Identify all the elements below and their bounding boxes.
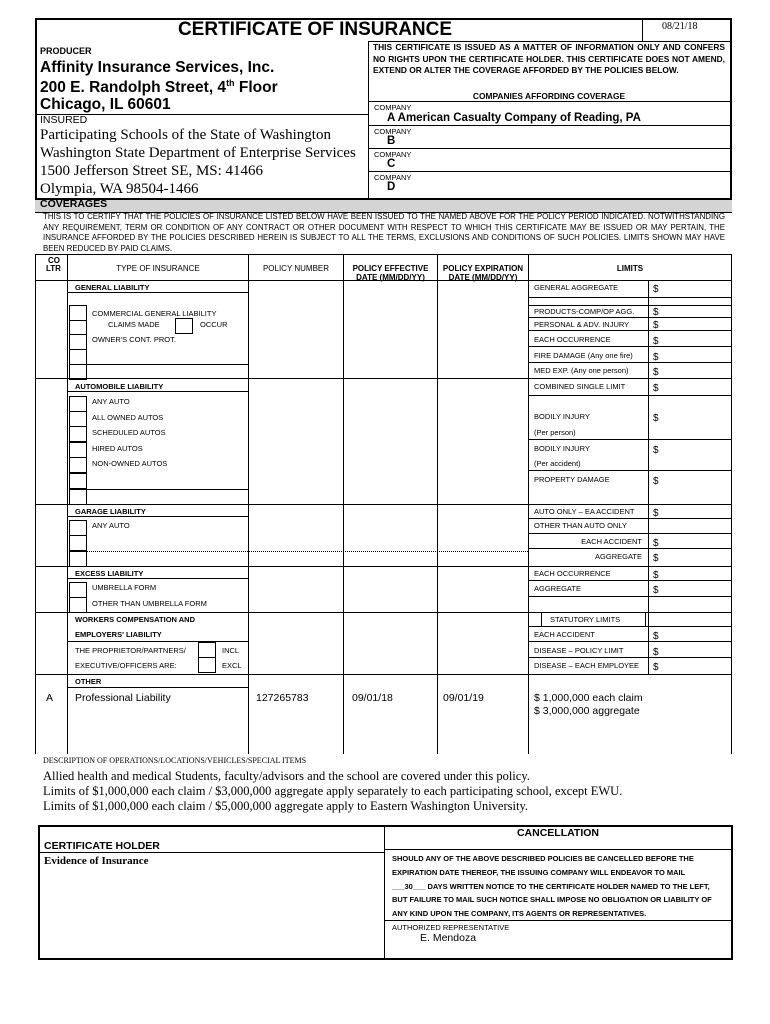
auto-any-label: ANY AUTO	[92, 397, 130, 406]
wc-dollar-2: $	[653, 647, 659, 658]
cancellation-line-2: EXPIRATION DATE THEREOF, THE ISSUING COMPANY WILL ENDEAVOR TO MAIL	[392, 868, 686, 877]
table-top-line	[35, 254, 732, 255]
auto-hired-checkbox[interactable]	[69, 442, 87, 458]
cancellation-heading: CANCELLATION	[516, 827, 600, 839]
general-liability-label: GENERAL LIABILITY	[75, 283, 150, 292]
auto-dollar-4: $	[653, 476, 659, 487]
other-label: OTHER	[75, 677, 102, 686]
bottom-box-right	[731, 825, 733, 960]
certificate-title: CERTIFICATE OF INSURANCE	[177, 19, 453, 40]
company-b-label: COMPANY	[374, 127, 412, 136]
auto-all-owned-checkbox[interactable]	[69, 411, 87, 427]
gl-claims-made-label: CLAIMS MADE	[108, 320, 160, 329]
garage-limit-each-accident: EACH ACCIDENT	[581, 537, 642, 546]
gl-limit-line-6	[528, 362, 731, 363]
wc-limit-disease-policy: DISEASE – POLICY LIMIT	[534, 646, 624, 655]
garage-blank-checkbox-2[interactable]	[69, 551, 87, 567]
excess-limit-each-occurrence: EACH OCCURRENCE	[534, 569, 611, 578]
auto-non-owned-label: NON-OWNED AUTOS	[92, 459, 168, 468]
producer-company-divider	[368, 41, 369, 201]
auto-limit-per-accident: (Per accident)	[534, 459, 581, 468]
coverages-band	[35, 198, 732, 213]
other-co-ltr: A	[46, 692, 54, 704]
coverages-statement: THIS IS TO CERTIFY THAT THE POLICIES OF INSURANCE LISTED BELOW HAVE BEEN ISSUED TO THE NAMED ABOVE FOR THE POLICY PERIOD INDICATED. NOTWITHSTANDING ANY REQUIREMENT, TERM OR CONDITION OF ANY CONTRACT OR OTHER DOCUMENT WITH RESPECT TO WHICH THIS CERTIFICATE MAY BE ISSUED OR MAY PERTAIN, THE INSURANCE AFFORDED BY THE POLICIES DESCRIBED HEREIN IS SUBJECT TO ALL THE TERMS, EXCLUSIONS AND CONDITIONS OF SUCH POLICIES. LIMITS SHOWN MAY HAVE BEEN REDUCED BY PAID CLAIMS.	[43, 212, 725, 253]
wc-excl-checkbox[interactable]	[198, 657, 216, 673]
gl-dollar-2: $	[653, 307, 659, 318]
gl-commercial-label: COMMERCIAL GENERAL LIABILITY	[92, 309, 217, 318]
authorized-representative-label: AUTHORIZED REPRESENTATIVE	[392, 923, 510, 932]
description-line-1: Allied health and medical Students, faculty/advisors and the school are covered under this policy.	[43, 769, 530, 783]
insured-line-3: 1500 Jefferson Street SE, MS: 41466	[40, 163, 264, 179]
cancellation-bottom-line	[384, 920, 731, 921]
excess-section-bottom-line	[35, 612, 732, 613]
table-header-bottom-line	[35, 280, 732, 281]
header-limits: LIMITS	[616, 264, 644, 273]
cancellation-heading-line	[384, 849, 731, 850]
insured-label: INSURED	[40, 114, 88, 126]
auto-all-owned-label: ALL OWNED AUTOS	[92, 413, 164, 422]
excess-dollar-2: $	[653, 585, 659, 596]
description-line-2: Limits of $1,000,000 each claim / $3,000,000 aggregate apply separately to each participating school, except EWU.	[43, 784, 623, 798]
auto-limit-line-2	[528, 439, 731, 440]
auto-dollar-2: $	[653, 413, 659, 424]
excess-limit-line-2	[528, 596, 731, 597]
gl-limit-line-2	[528, 305, 731, 306]
cancellation-line-5: ANY KIND UPON THE COMPANY, ITS AGENTS OR REPRESENTATIVES.	[392, 909, 647, 918]
gl-limit-med-exp: MED EXP. (Any one person)	[534, 366, 629, 375]
gl-blank-line	[69, 364, 248, 365]
garage-label-line	[67, 516, 248, 517]
garage-blank-checkbox-1[interactable]	[69, 535, 87, 551]
header-policy-number: POLICY NUMBER	[262, 264, 330, 273]
garage-any-auto-checkbox[interactable]	[69, 520, 87, 536]
holder-label-line	[40, 852, 384, 853]
auto-limit-per-person: (Per person)	[534, 428, 576, 437]
company-b-line	[368, 148, 730, 149]
garage-limit-line-1	[528, 518, 731, 519]
auto-liability-label: AUTOMOBILE LIABILITY	[75, 382, 164, 391]
producer-name: Affinity Insurance Services, Inc.	[40, 59, 275, 76]
excess-other-checkbox[interactable]	[69, 597, 87, 613]
wc-dollar-1: $	[653, 631, 659, 642]
excess-limit-line-1	[528, 580, 731, 581]
holder-cancellation-divider	[384, 825, 385, 958]
auto-blank-checkbox-2[interactable]	[69, 489, 87, 505]
garage-dollar-1: $	[653, 508, 659, 519]
wc-limit-line-3	[528, 657, 731, 658]
company-d-name: D	[387, 181, 396, 193]
producer-street-sup: th	[226, 78, 235, 88]
garage-limit-auto-only: AUTO ONLY – EA ACCIDENT	[534, 507, 635, 516]
right-border-top	[730, 18, 732, 201]
excess-umbrella-label: UMBRELLA FORM	[92, 583, 157, 592]
wc-label-line	[67, 641, 248, 642]
cancellation-line-3: ___30___ DAYS WRITTEN NOTICE TO THE CERTIFICATE HOLDER NAMED TO THE LEFT,	[392, 882, 710, 891]
garage-dotted-line	[69, 551, 528, 552]
auto-limit-bodily-1: BODILY INJURY	[534, 412, 590, 421]
company-b-name: B	[387, 135, 396, 147]
gl-dollar-4: $	[653, 336, 659, 347]
excess-liability-label: EXCESS LIABILITY	[75, 569, 144, 578]
garage-dollar-3: $	[653, 553, 659, 564]
gl-owners-checkbox[interactable]	[69, 334, 87, 350]
gl-limit-personal: PERSONAL & ADV. INJURY	[534, 320, 630, 329]
auto-blank-line	[69, 489, 248, 490]
gl-blank-checkbox-1[interactable]	[69, 349, 87, 365]
left-border-top	[35, 18, 37, 201]
companies-heading-line	[368, 101, 730, 102]
excess-other-label: OTHER THAN UMBRELLA FORM	[92, 599, 207, 608]
certificate-date: 08/21/18	[662, 21, 698, 32]
company-a-label: COMPANY	[374, 103, 412, 112]
header-co: CO	[48, 256, 60, 265]
gl-limit-general-aggregate: GENERAL AGGREGATE	[534, 283, 619, 292]
wc-limit-line-2	[528, 641, 731, 642]
wc-incl-checkbox[interactable]	[198, 642, 216, 658]
auto-scheduled-label: SCHEDULED AUTOS	[92, 428, 166, 437]
gl-dollar-5: $	[653, 352, 659, 363]
auto-section-bottom-line	[35, 504, 732, 505]
date-divider	[642, 19, 643, 41]
other-effective-date: 09/01/18	[352, 692, 393, 704]
gl-limit-line-5	[528, 346, 731, 347]
gl-commercial-checkbox[interactable]	[69, 305, 87, 321]
gl-limit-fire-damage: FIRE DAMAGE (Any one fire)	[534, 351, 633, 360]
header-ltr: LTR	[46, 264, 61, 273]
wc-statutory-tick-1	[541, 613, 542, 626]
auto-limit-line-1	[528, 395, 731, 396]
auto-non-owned-checkbox[interactable]	[69, 457, 87, 473]
excess-limit-aggregate: AGGREGATE	[534, 584, 581, 593]
authorized-representative-name: E. Mendoza	[420, 932, 477, 944]
cancellation-line-4: BUT FAILURE TO MAIL SUCH NOTICE SHALL IMPOSE NO OBLIGATION OR LIABILITY OF	[392, 895, 712, 904]
certificate-notice: THIS CERTIFICATE IS ISSUED AS A MATTER OF INFORMATION ONLY AND CONFERS NO RIGHTS UPON THE CERTIFICATE HOLDER. THIS CERTIFICATE DOES NOT AMEND, EXTEND OR ALTER THE COVERAGE AFFORDED BY THE POLICIES BELOW.	[373, 42, 725, 75]
wc-limit-each-accident: EACH ACCIDENT	[534, 630, 595, 639]
gl-limit-products: PRODUCTS-COMP/OP AGG.	[534, 307, 635, 316]
auto-limit-bodily-2: BODILY INJURY	[534, 444, 590, 453]
garage-limit-line-2	[528, 533, 731, 534]
header-effective-2: DATE (MM/DD/YY)	[356, 273, 425, 282]
company-a-name: A American Casualty Company of Reading, PA	[387, 112, 641, 124]
auto-scheduled-checkbox[interactable]	[69, 426, 87, 442]
auto-hired-label: HIRED AUTOS	[92, 444, 143, 453]
gl-dollar-1: $	[653, 284, 659, 295]
gl-owners-label: OWNER'S CONT. PROT.	[92, 335, 176, 344]
bottom-box-left	[38, 825, 40, 960]
gl-limit-line-3	[528, 317, 731, 318]
wc-limit-disease-employee: DISEASE – EACH EMPLOYEE	[534, 661, 640, 670]
wc-incl-label: INCL	[222, 646, 240, 655]
company-a-line	[368, 125, 730, 126]
other-policy-number: 127265783	[256, 692, 309, 704]
wc-dollar-3: $	[653, 662, 659, 673]
workers-comp-label-1: WORKERS COMPENSATION AND	[75, 615, 195, 624]
other-limit-aggregate: $ 3,000,000 aggregate	[534, 705, 640, 717]
other-expiration-date: 09/01/19	[443, 692, 484, 704]
excess-label-line	[67, 578, 248, 579]
companies-heading: COMPANIES AFFORDING COVERAGE	[472, 91, 626, 101]
header-effective-1: POLICY EFFECTIVE	[352, 264, 429, 273]
other-label-line	[67, 687, 248, 688]
gl-limit-line-4	[528, 330, 731, 331]
excess-umbrella-checkbox[interactable]	[69, 582, 87, 598]
garage-limit-aggregate: AGGREGATE	[595, 552, 642, 561]
description-label: DESCRIPTION OF OPERATIONS/LOCATIONS/VEHICLES/SPECIAL ITEMS	[43, 756, 307, 765]
garage-dollar-2: $	[653, 538, 659, 549]
description-line-3: Limits of $1,000,000 each claim / $5,000,000 aggregate apply to Eastern Washington University.	[43, 799, 529, 813]
producer-label: PRODUCER	[40, 46, 92, 56]
other-type: Professional Liability	[75, 692, 171, 704]
gl-limit-each-occurrence: EACH OCCURRENCE	[534, 335, 611, 344]
wc-proprietor-label: THE PROPRIETOR/PARTNERS/	[75, 646, 186, 655]
producer-city: Chicago, IL 60601	[40, 96, 171, 113]
wc-executive-label: EXECUTIVE/OFFICERS ARE:	[75, 661, 177, 670]
gl-limit-line-1	[528, 297, 731, 298]
garage-limit-line-3	[528, 548, 731, 549]
wc-statutory-limits: STATUTORY LIMITS	[550, 615, 621, 624]
garage-section-bottom-line	[35, 566, 732, 567]
gl-occur-label: OCCUR	[200, 320, 228, 329]
header-type: TYPE OF INSURANCE	[116, 264, 200, 273]
auto-limit-property-damage: PROPERTY DAMAGE	[534, 475, 610, 484]
certificate-holder-value: Evidence of Insurance	[44, 855, 149, 867]
certificate-holder-label: CERTIFICATE HOLDER	[44, 840, 160, 852]
auto-blank-checkbox-1[interactable]	[69, 473, 87, 489]
wc-section-bottom-line	[35, 674, 732, 675]
gl-section-bottom-line	[35, 378, 732, 379]
cancellation-line-1: SHOULD ANY OF THE ABOVE DESCRIBED POLICIES BE CANCELLED BEFORE THE	[392, 854, 694, 863]
wc-limit-line-1	[528, 626, 731, 627]
auto-label-line	[67, 391, 248, 392]
garage-liability-label: GARAGE LIABILITY	[75, 507, 146, 516]
other-limit-each-claim: $ 1,000,000 each claim	[534, 692, 643, 704]
wc-excl-label: EXCL	[222, 661, 242, 670]
auto-limit-line-3	[528, 470, 731, 471]
auto-any-checkbox[interactable]	[69, 396, 87, 412]
gl-dollar-3: $	[653, 320, 659, 331]
excess-dollar-1: $	[653, 570, 659, 581]
insured-line-4: Olympia, WA 98504-1466	[40, 181, 199, 197]
coverages-heading: COVERAGES	[40, 198, 108, 210]
col-dollar-divider	[648, 280, 649, 675]
company-c-name: C	[387, 158, 396, 170]
insured-line-1: Participating Schools of the State of Washington	[40, 127, 331, 143]
gl-label-line	[67, 292, 248, 293]
insured-line-2: Washington State Department of Enterprise Services	[40, 145, 356, 161]
producer-street-main: 200 E. Randolph Street, 4	[40, 79, 227, 97]
bottom-box-bottom	[38, 958, 733, 960]
company-c-label: COMPANY	[374, 150, 412, 159]
company-c-line	[368, 171, 730, 172]
garage-any-auto-label: ANY AUTO	[92, 521, 130, 530]
auto-limit-combined: COMBINED SINGLE LIMIT	[534, 382, 626, 391]
wc-statutory-tick-2	[645, 613, 646, 626]
gl-dollar-6: $	[653, 367, 659, 378]
gl-occur-checkbox[interactable]	[175, 318, 193, 334]
header-expiration-2: DATE (MM/DD/YY)	[448, 273, 518, 282]
workers-comp-label-2: EMPLOYERS' LIABILITY	[75, 630, 162, 639]
garage-limit-other: OTHER THAN AUTO ONLY	[534, 521, 627, 530]
company-d-label: COMPANY	[374, 173, 412, 182]
auto-dollar-1: $	[653, 383, 659, 394]
producer-street-tail: Floor	[234, 79, 278, 97]
auto-dollar-3: $	[653, 445, 659, 456]
header-expiration-1: POLICY EXPIRATION	[442, 264, 524, 273]
producer-street	[40, 78, 278, 97]
